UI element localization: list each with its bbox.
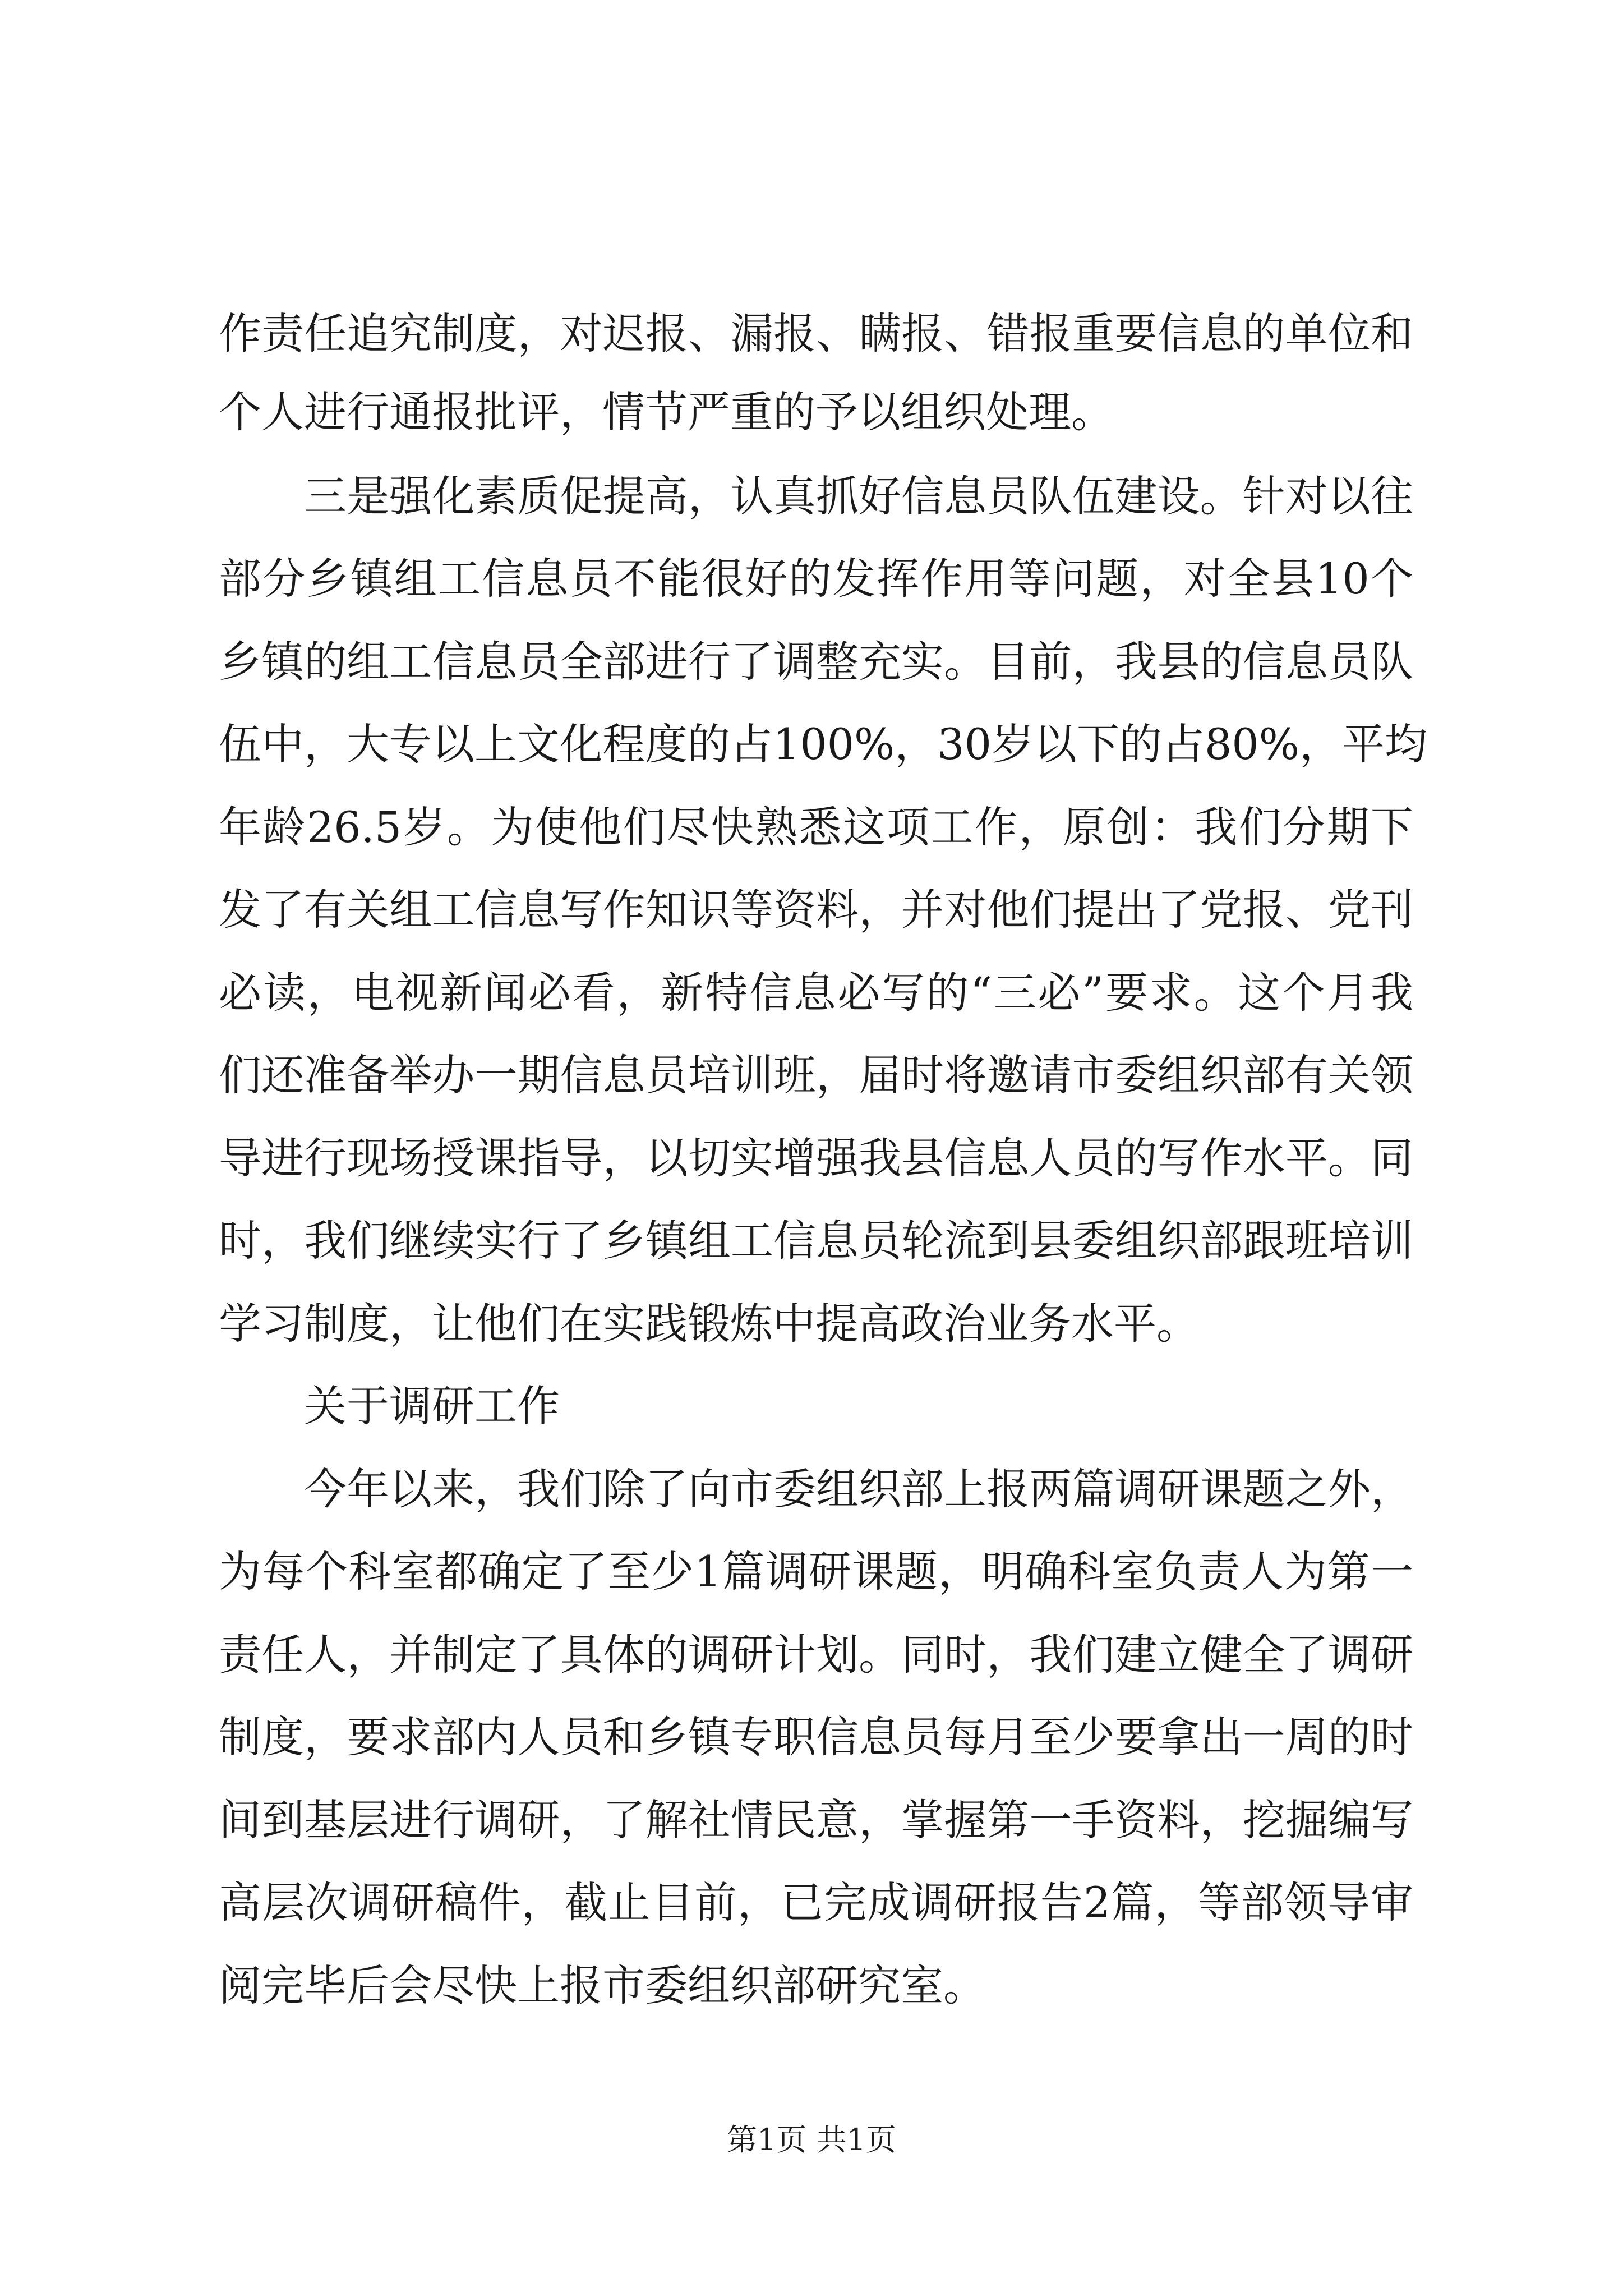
text-line: 导进行现场授课指导，以切实增强我县信息人员的写作水平。同 [219, 1133, 1413, 1183]
text-line: 们还准备举办一期信息员培训班，届时将邀请市委组织部有关领 [219, 1050, 1413, 1100]
text-line: 为每个科室都确定了至少1篇调研课题，明确科室负责人为第一 [219, 1547, 1413, 1596]
text-line: 作责任追究制度，对迟报、漏报、瞒报、错报重要信息的单位和 [219, 309, 1413, 358]
text-line: 个人进行通报批评，情节严重的予以组织处理。 [219, 387, 1114, 437]
text-line: 高层次调研稿件，截止目前，已完成调研报告2篇，等部领导审 [219, 1878, 1413, 1927]
text-line: 乡镇的组工信息员全部进行了调整充实。目前，我县的信息员队 [219, 637, 1413, 687]
section-heading: 关于调研工作 [304, 1381, 560, 1431]
text-line: 学习制度，让他们在实践锻炼中提高政治业务水平。 [219, 1299, 1199, 1349]
text-line: 间到基层进行调研，了解社情民意，掌握第一手资料，挖掘编写 [219, 1795, 1413, 1845]
text-line: 发了有关组工信息写作知识等资料，并对他们提出了党报、党刊 [219, 885, 1413, 935]
text-line: 阅完毕后会尽快上报市委组织部研究室。 [219, 1961, 986, 2010]
page-number-footer: 第1页 共1页 [727, 2122, 896, 2157]
text-line: 部分乡镇组工信息员不能很好的发挥作用等问题，对全县10个 [219, 554, 1413, 604]
text-line: 年龄26.5岁。为使他们尽快熟悉这项工作，原创：我们分期下 [219, 802, 1413, 852]
text-line: 制度，要求部内人员和乡镇专职信息员每月至少要拿出一周的时 [219, 1712, 1413, 1762]
text-line: 时，我们继续实行了乡镇组工信息员轮流到县委组织部跟班培训 [219, 1216, 1413, 1266]
text-line: 伍中，大专以上文化程度的占100%，30岁以下的占80%，平均 [219, 719, 1427, 769]
text-line: 必读，电视新闻必看，新特信息必写的“三必”要求。这个月我 [219, 968, 1413, 1018]
text-line: 三是强化素质促提高，认真抓好信息员队伍建设。针对以往 [304, 471, 1413, 521]
text-line: 今年以来，我们除了向市委组织部上报两篇调研课题之外， [304, 1464, 1413, 1514]
text-line: 责任人，并制定了具体的调研计划。同时，我们建立健全了调研 [219, 1630, 1413, 1680]
